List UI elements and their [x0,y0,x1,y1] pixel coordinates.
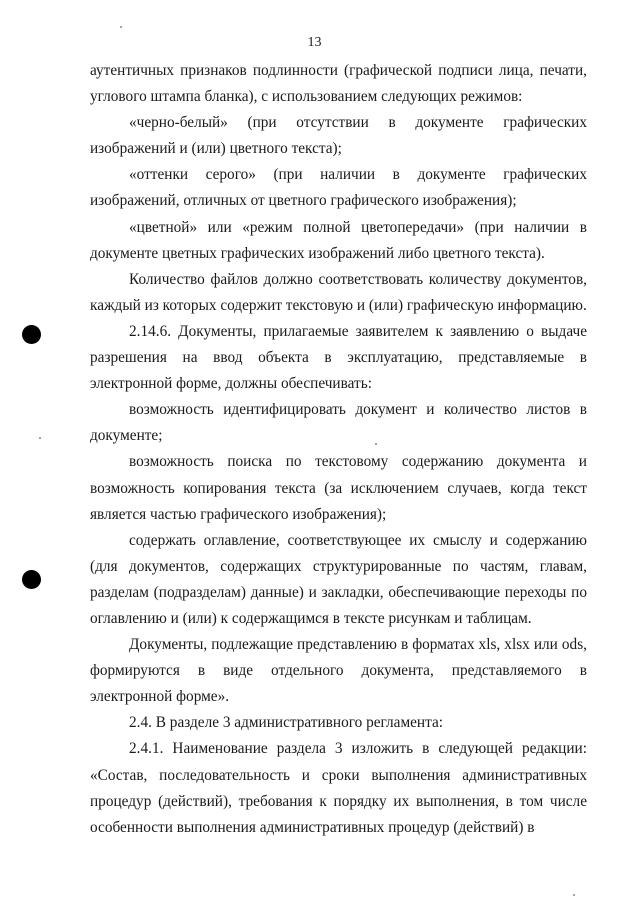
paragraph-formats: Документы, подлежащие представлению в форматах xls, xlsx или ods, формируются в виде отдельного документа, представляемого в электронной форме». [90,636,587,706]
page-number: 13 [307,35,322,50]
paragraph-mode-color: «цветной» или «режим полной цветопередачи» (при наличии в документе цветных графических изображений либо цветного текста). [90,218,587,262]
scan-speck [573,894,575,896]
paragraph-2-4-1: 2.4.1. Наименование раздела 3 изложить в следующей редакции: «Состав, последовательность и сроки выполнения административных процедур (действий), требования к порядку их выполнения, в том числе особенности выполнения административных процедур (действий) в [90,740,587,836]
paragraph-2-4: 2.4. В разделе 3 административного регламента: [129,714,444,732]
paragraph-mode-bw: «черно-белый» (при отсутствии в документе графических изображений и (или) цветного текста); [90,114,587,158]
body-text [90,58,587,841]
paragraph-mode-grayscale: «оттенки серого» (при наличии в документе графических изображений, отличных от цветного графического изображения); [90,166,587,210]
paragraph-identify: возможность идентифицировать документ и количество листов в документе; [90,401,587,445]
scan-speck [39,437,41,439]
scan-speck [120,26,122,28]
binder-hole-bottom [22,570,41,589]
paragraph-2-14-6: 2.14.6. Документы, прилагаемые заявителем к заявлению о выдаче разрешения на ввод объекта в эксплуатацию, представляемые в электронной форме, должны обеспечивать: [90,322,587,393]
paragraph-file-count: Количество файлов должно соответствовать количеству документов, каждый из которых содержит текстовую и (или) графическую информацию. [90,270,587,314]
paragraph-toc: содержать оглавление, соответствующее их смыслу и содержанию (для документов, содержащих структурированные по частям, главам, разделам (подразделам) данные) и закладки, обеспечивающие переходы по оглавлению и (или) к содержащимся в тексте рисункам и таблицам. [90,531,587,627]
paragraph-continuation: аутентичных признаков подлинности (графической подписи лица, печати, углового штампа бланка), с использованием следующих режимов: [90,62,587,106]
paragraph-search-copy: возможность поиска по текстовому содержанию документа и возможность копирования текста (за исключением случаев, когда текст является частью графического изображения); [90,453,587,523]
binder-hole-top [22,325,41,344]
